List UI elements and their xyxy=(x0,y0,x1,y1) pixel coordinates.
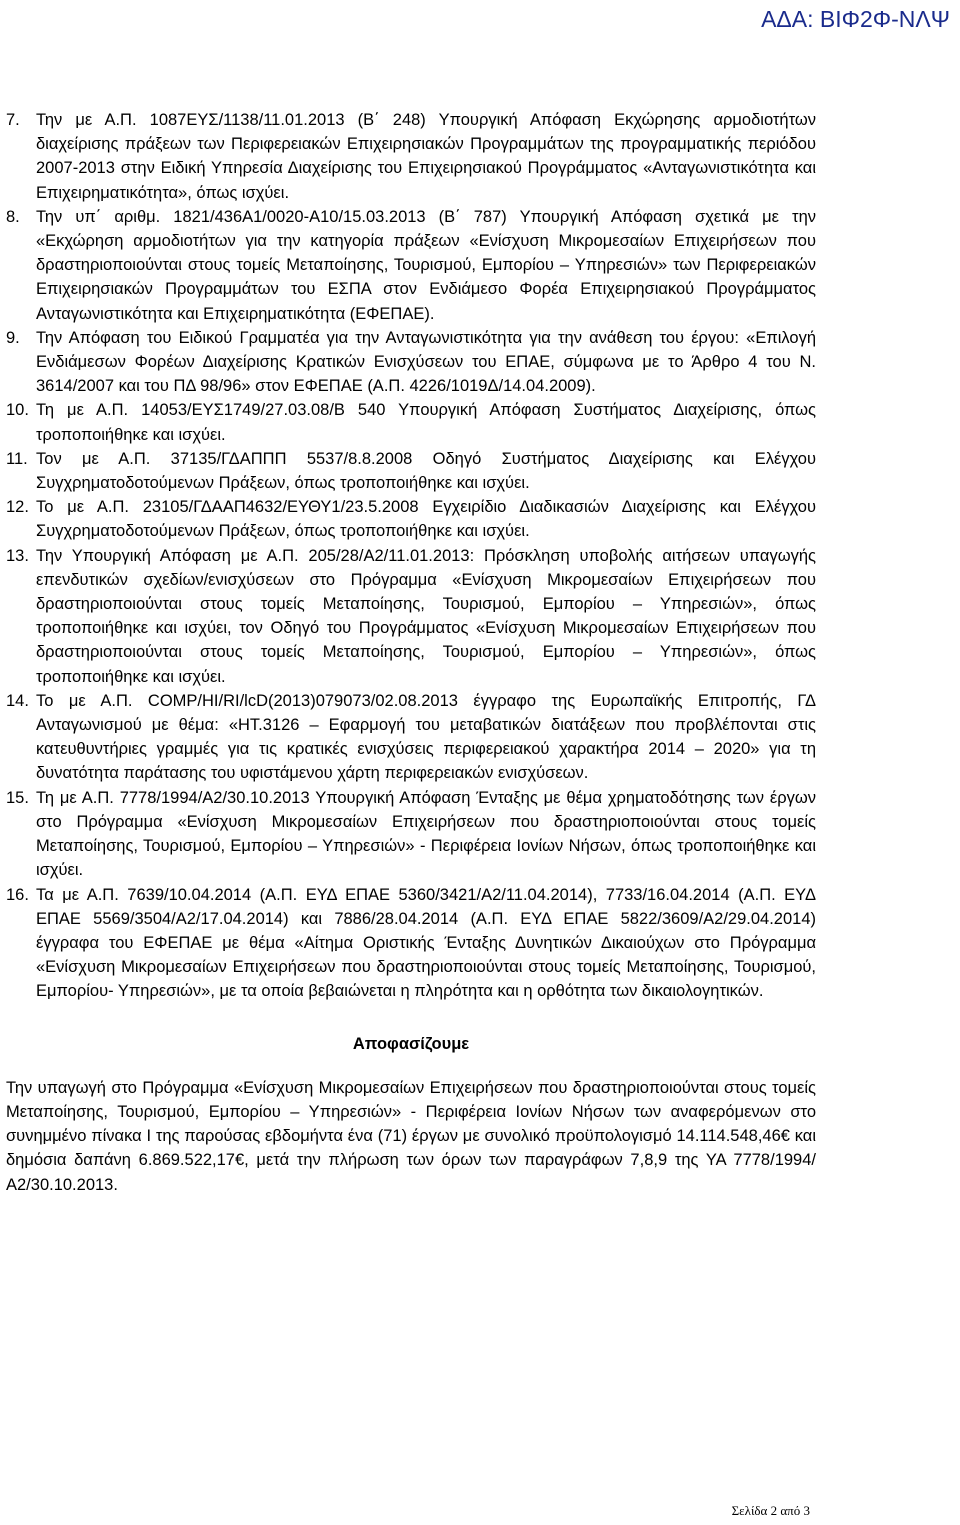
document-code: ΑΔΑ: ΒΙΦ2Φ-ΝΛΨ xyxy=(761,6,950,32)
item-number: 15. xyxy=(6,788,29,807)
list-item xyxy=(6,786,816,883)
list-item xyxy=(6,544,816,689)
decision-paragraph: Την υπαγωγή στο Πρόγραμμα «Ενίσχυση Μικρομεσαίων Επιχειρήσεων που δραστηριοποιούνται στους τομείς Μεταποίησης, Τουρισμού, Εμπορίου – Υπηρεσιών» - Περιφέρεια Ιονίων Νήσων των αναφερόμενων στο συνημμένο πίνακα Ι της παρούσας εβδομήντα ένα (71) έργων με συνολικό προϋπολογισμό 14.114.548,46€ και δημόσια δαπάνη 6.869.522,17€, μετά την πλήρωση των όρων των παραγράφων 7,8,9 της ΥΑ 7778/1994/Α2/30.10.2013. xyxy=(6,1078,816,1194)
item-number: 10. xyxy=(6,401,29,420)
list-item xyxy=(6,495,816,543)
item-number: 7. xyxy=(6,111,20,129)
list-item xyxy=(6,205,816,326)
item-number: 11. xyxy=(6,449,28,468)
item-text: Τον με Α.Π. 37135/ΓΔΑΠΠΠ 5537/8.8.2008 Οδηγό Συστήματος Διαχείρισης και Ελέγχου Συγχρηματοδοτούμενων Πράξεων, όπως τροποποιήθηκε και ισχύει. xyxy=(36,449,816,493)
item-text: Το με Α.Π. 23105/ΓΔΑΑΠ4632/ΕΥΘΥ1/23.5.2008 Εγχειρίδιο Διαδικασιών Διαχείρισης και Ελέγχου Συγχρηματοδοτούμενων Πράξεων, όπως τροποποιήθηκε και ισχύει. xyxy=(36,498,816,541)
item-text: Την υπ΄ αριθμ. 1821/436Α1/0020-Α10/15.03.2013 (Β΄ 787) Υπουργική Απόφαση σχετικά με την «Εκχώρηση αρμοδιοτήτων για την κατηγορία πράξεων «Ενίσχυση Μικρομεσαίων Επιχειρήσεων που δραστηριοποιούνται στους τομείς Μεταποίησης, Τουρισμού, Εμπορίου – Υπηρεσιών» των Περιφερειακών Επιχειρησιακών Προγραμμάτων του ΕΣΠΑ στον Ενδιάμεσο Φορέα Επιχειρησιακού Προγράμματος Ανταγωνιστικότητα και Επιχειρηματικότητα (ΕΦΕΠΑΕ). xyxy=(36,207,816,323)
item-number: 12. xyxy=(6,498,29,517)
item-number: 16. xyxy=(6,885,29,904)
item-text: Το με Α.Π. COMP/HI/RI/lcD(2013)079073/02.08.2013 έγγραφο της Ευρωπαϊκής Επιτροπής, ΓΔ Ανταγωνισμού με θέμα: «HT.3126 – Εφαρμογή του μεταβατικών διατάξεων που προβλέπονται στις κατευθυντήριες γραμμές για τις κρατικές ενισχύσεις περιφερειακού χαρακτήρα 2014 – 2020» για τη δυνατότητα παράτασης του υφιστάμενου χάρτη περιφερειακών ενισχύσεων. xyxy=(36,691,816,783)
list-item xyxy=(6,326,816,399)
decision-heading: Αποφασίζουμε xyxy=(352,1034,470,1053)
item-number: 13. xyxy=(6,546,29,565)
page-number: Σελίδα 2 από 3 xyxy=(731,1503,810,1518)
item-text: Τα με Α.Π. 7639/10.04.2014 (Α.Π. ΕΥΔ ΕΠΑΕ 5360/3421/Α2/11.04.2014), 7733/16.04.2014 (Α.Π. ΕΥΔ ΕΠΑΕ 5569/3504/Α2/17.04.2014) και 7886/28.04.2014 (Α.Π. ΕΥΔ ΕΠΑΕ 5822/3609/Α2/29.04.2014) έγγραφα του ΕΦΕΠΑΕ με θέμα «Αίτημα Οριστικής Ένταξης Δυνητικών Δικαιούχων στο Πρόγραμμα «Ενίσχυση Μικρομεσαίων Επιχειρήσεων που δραστηριοποιούνται στους τομείς Μεταποίησης, Τουρισμού, Εμπορίου- Υπηρεσιών», με τα οποία βεβαιώνεται η πληρότητα και η ορθότητα των δικαιολογητικών. xyxy=(36,885,816,1001)
list-item xyxy=(6,398,816,446)
list-item xyxy=(6,108,816,205)
item-text: Την Απόφαση του Ειδικού Γραμματέα για την Ανταγωνιστικότητα για την ανάθεση του έργου: «Επιλογή Ενδιάμεσων Φορέων Διαχείρισης Κρατικών Ενισχύσεων του ΕΠΑΕ, σύμφωνα με το Άρθρο 4 του Ν. 3614/2007 και του ΠΔ 98/96» στον ΕΦΕΠΑΕ (Α.Π. 4226/1019Δ/14.04.2009). xyxy=(36,328,816,396)
list-item xyxy=(6,447,816,495)
list-item xyxy=(6,689,816,786)
item-text: Την με Α.Π. 1087ΕΥΣ/1138/11.01.2013 (Β΄ 248) Υπουργική Απόφαση Εκχώρησης αρμοδιοτήτων διαχείρισης πράξεων των Περιφερειακών Επιχειρησιακών Προγραμμάτων της προγραμματικής περιόδου 2007-2013 στην Ειδική Υπηρεσία Διαχείρισης του Επιχειρησιακού Προγράμματος «Ανταγωνιστικότητα και Επιχειρηματικότητα», όπως ισχύει. xyxy=(36,111,816,202)
item-number: 9. xyxy=(6,328,20,347)
list-item xyxy=(6,883,816,1004)
item-number: 8. xyxy=(6,207,20,226)
item-text: Τη με Α.Π. 14053/ΕΥΣ1749/27.03.08/Β 540 Υπουργική Απόφαση Συστήματος Διαχείρισης, όπως τροποποιήθηκε και ισχύει. xyxy=(36,401,816,444)
considerations-list xyxy=(6,108,816,1004)
item-number: 14. xyxy=(6,691,29,710)
document-body xyxy=(6,108,816,1197)
item-text: Τη με Α.Π. 7778/1994/Α2/30.10.2013 Υπουργική Απόφαση Ένταξης με θέμα χρηματοδότησης των έργων στο Πρόγραμμα «Ενίσχυση Μικρομεσαίων Επιχειρήσεων που δραστηριοποιούνται στους τομείς Μεταποίησης, Τουρισμού, Εμπορίου – Υπηρεσιών» - Περιφέρεια Ιονίων Νήσων, όπως τροποποιήθηκε και ισχύει. xyxy=(36,788,816,880)
item-text: Την Υπουργική Απόφαση με Α.Π. 205/28/Α2/11.01.2013: Πρόσκληση υποβολής αιτήσεων υπαγωγής επενδυτικών σχεδίων/ενισχύσεων στο Πρόγραμμα «Ενίσχυση Μικρομεσαίων Επιχειρήσεων που δραστηριοποιούνται στους τομείς Μεταποίησης, Τουρισμού, Εμπορίου – Υπηρεσιών», όπως τροποποιήθηκε και ισχύει, τον Οδηγό του Προγράμματος «Ενίσχυση Μικρομεσαίων Επιχειρήσεων που δραστηριοποιούνται στους τομείς Μεταποίησης, Τουρισμού, Εμπορίου – Υπηρεσιών», όπως τροποποιήθηκε και ισχύει. xyxy=(36,546,816,686)
